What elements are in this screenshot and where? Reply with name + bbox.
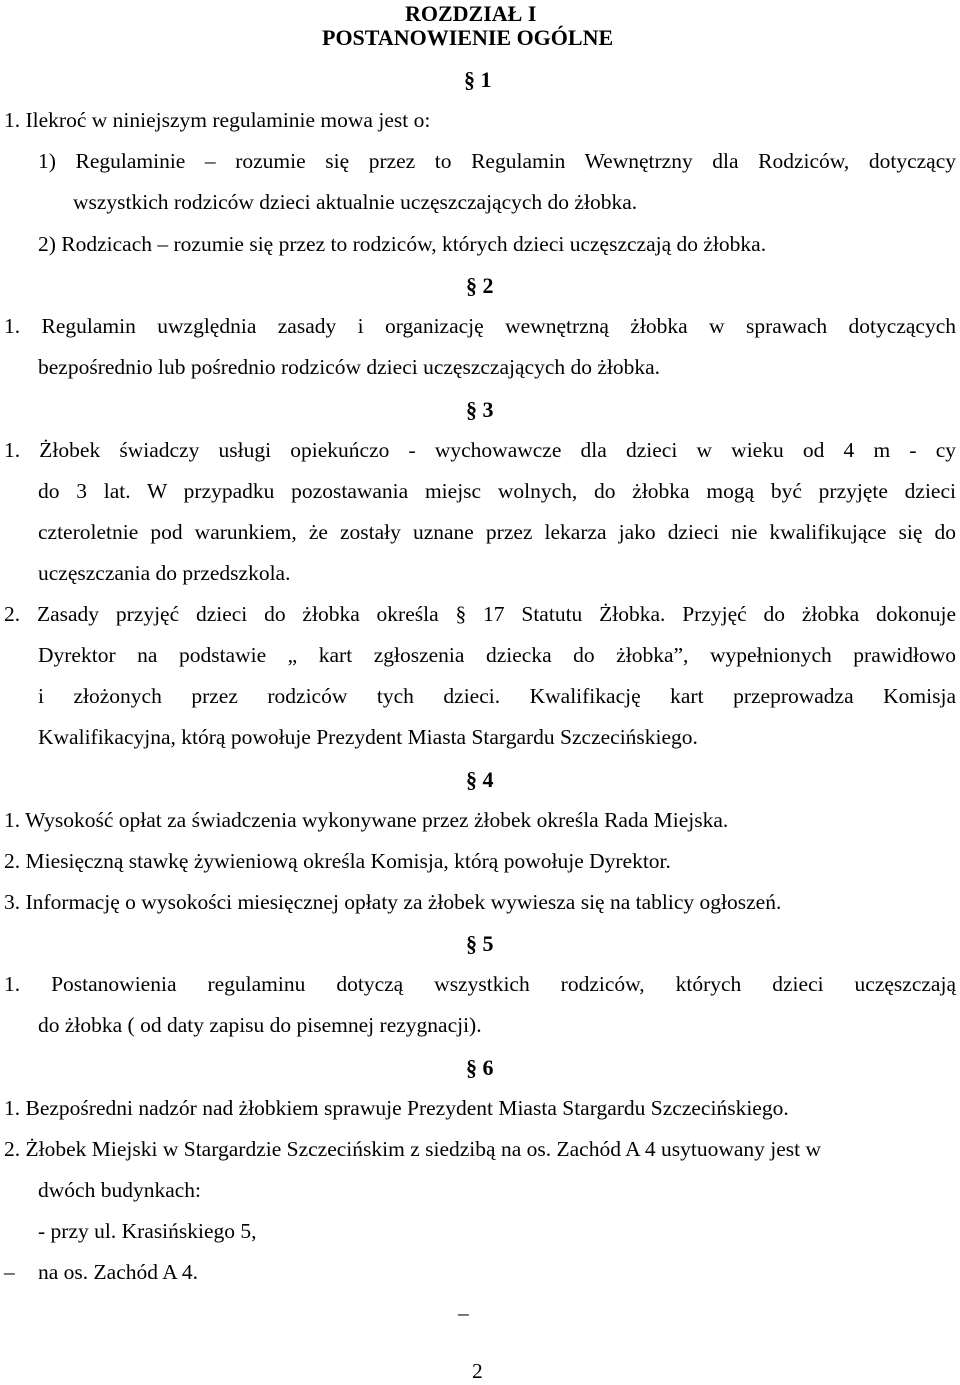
- s1-item-1-line-1: 1) Regulaminie – rozumie się przez to Regulamin Wewnętrzny dla Rodziców, dotyczący: [38, 149, 956, 173]
- s6-list-item-2: na os. Zachód A 4.: [38, 1260, 199, 1284]
- section-4-heading: § 4: [466, 767, 494, 792]
- s5-para-1-line-2: do żłobka ( od daty zapisu do pisemnej rezygnacji).: [38, 1013, 482, 1037]
- s1-item-1-line-2: wszystkich rodziców dzieci aktualnie uczęszczających do żłobka.: [73, 190, 638, 214]
- s3-para-2-line-2: Dyrektor na podstawie „ kart zgłoszenia dziecka do żłobka”, wypełnionych prawidłowo: [38, 643, 956, 667]
- s1-item-2: 2) Rodzicach – rozumie się przez to rodziców, których dzieci uczęszczają do żłobka.: [38, 232, 767, 256]
- chapter-title: ROZDZIAŁ I: [405, 1, 537, 26]
- s3-para-2-line-3: i złożonych przez rodziców tych dzieci. Kwalifikację kart przeprowadza Komisja: [38, 684, 956, 708]
- section-5-heading: § 5: [466, 931, 494, 956]
- s3-para-1-line-1: 1. Żłobek świadczy usługi opiekuńczo - wychowawcze dla dzieci w wieku od 4 m - cy: [4, 438, 956, 462]
- s3-para-1-line-3: czteroletnie pod warunkiem, że zostały uznane przez lekarza jako dzieci nie kwalifikujące się do: [38, 520, 956, 544]
- s4-para-3: 3. Informację o wysokości miesięcznej opłaty za żłobek wywiesza się na tablicy ogłoszeń.: [4, 890, 782, 914]
- s3-para-2-line-4: Kwalifikacyjna, którą powołuje Prezydent Miasta Stargardu Szczecińskiego.: [38, 725, 698, 749]
- s5-para-1-line-1: 1. Postanowienia regulaminu dotyczą wszystkich rodziców, których dzieci uczęszczają: [4, 972, 956, 996]
- s1-para-1: 1. Ilekroć w niniejszym regulaminie mowa jest o:: [4, 108, 431, 132]
- s3-para-1-line-2: do 3 lat. W przypadku pozostawania miejsc wolnych, do żłobka mogą być przyjęte dzieci: [38, 479, 956, 503]
- s6-para-1: 1. Bezpośredni nadzór nad żłobkiem sprawuje Prezydent Miasta Stargardu Szczecińskiego.: [4, 1096, 789, 1120]
- s3-para-1-line-4: uczęszczania do przedszkola.: [38, 561, 291, 585]
- s4-para-2: 2. Miesięczną stawkę żywieniową określa Komisja, którą powołuje Dyrektor.: [4, 849, 671, 873]
- page-number: 2: [472, 1359, 483, 1383]
- s4-para-1: 1. Wysokość opłat za świadczenia wykonywane przez żłobek określa Rada Miejska.: [4, 808, 729, 832]
- s6-list-item-2-dash: –: [4, 1260, 15, 1284]
- section-1-heading: § 1: [464, 67, 492, 92]
- section-6-heading: § 6: [466, 1055, 494, 1080]
- stray-dash: –: [458, 1301, 469, 1325]
- s6-para-2-line-1: 2. Żłobek Miejski w Stargardzie Szczecińskim z siedzibą na os. Zachód A 4 usytuowany jest w: [4, 1137, 822, 1161]
- s3-para-2-line-1: 2. Zasady przyjęć dzieci do żłobka określa § 17 Statutu Żłobka. Przyjęć do żłobka dokonuje: [4, 602, 956, 626]
- s2-para-1-line-2: bezpośrednio lub pośrednio rodziców dzieci uczęszczających do żłobka.: [38, 355, 661, 379]
- s2-para-1-line-1: 1. Regulamin uwzględnia zasady i organizację wewnętrzną żłobka w sprawach dotyczących: [4, 314, 956, 338]
- section-3-heading: § 3: [466, 397, 494, 422]
- s6-list-item-1: - przy ul. Krasińskiego 5,: [38, 1219, 257, 1243]
- s6-para-2-line-2: dwóch budynkach:: [38, 1178, 202, 1202]
- section-2-heading: § 2: [466, 273, 494, 298]
- chapter-subtitle: POSTANOWIENIE OGÓLNE: [322, 25, 614, 50]
